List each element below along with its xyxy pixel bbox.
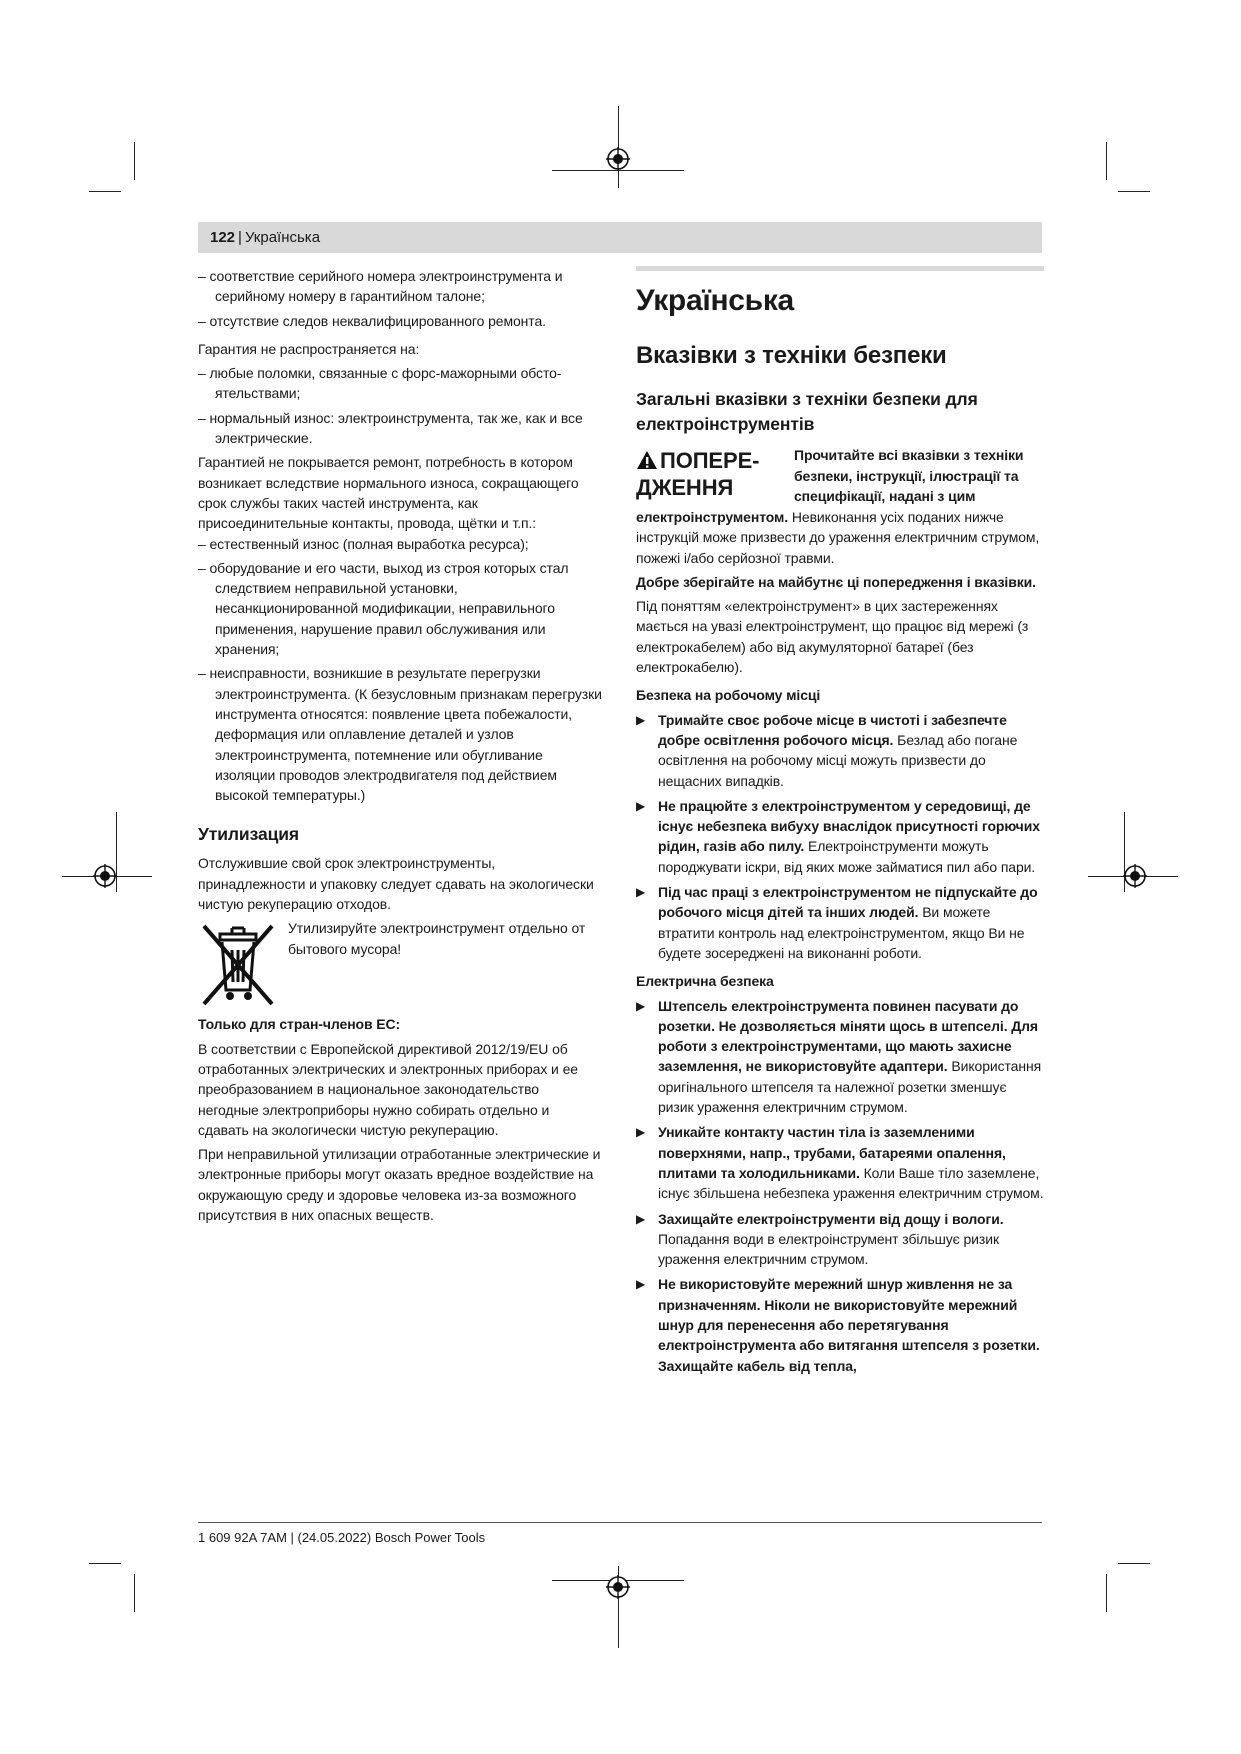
- workplace-heading: Безпека на робочому місці: [636, 687, 821, 704]
- crop-mark: [1106, 1574, 1107, 1612]
- list-item: – соответствие серийного номера электроинструмента и серийному номеру в гарантийном талоне;: [198, 268, 563, 305]
- footer-rule: [198, 1522, 1042, 1523]
- registration-mark-icon: [93, 864, 117, 888]
- footer-text: 1 609 92A 7AM | (24.05.2022) Bosch Power Tools: [198, 1530, 486, 1545]
- left-column: [198, 266, 603, 1229]
- bullet-bold: Уникайте контакту частин тіла із заземленими поверхнями, напр., трубами, батареями опалення, плитами та холодильниками.: [658, 1124, 1006, 1181]
- eu-paragraph: В соответствии с Европейской директивой 2012/19/EU об отработанных электрических и электронных приборах и ее преобразованием в национальное законодательство негодные электроприборы нужно собирать отдельно и сдавать на экологически чистую рекуперацию.: [198, 1040, 578, 1138]
- list-item: – оборудование и его части, выход из строя которых стал следствием неправильной установки, несанкционированной модификации, неправильного применения, нарушение правил обслуживания или хранения;: [198, 559, 569, 658]
- list-item: – неисправности, возникшие в результате перегрузки электроинструмента. (К безусловным признакам перегрузки инструмента относятся: появление цвета побежалости, деформация или оплавление деталей и узлов электроинструмента, потемнение или обугливание изоляции проводов электродвигателя под действием высокой температуры.): [198, 665, 602, 804]
- crop-mark: [89, 191, 121, 192]
- warning-block: [636, 445, 1044, 509]
- registration-mark-icon: [606, 1575, 630, 1599]
- eu-paragraph: При неправильной утилизации отработанные электрические и электронные приборы могут оказать вредное воздействие на окружающую среду и здоровье человека из-за возможного присутствия в них опасных веществ.: [198, 1146, 601, 1223]
- crop-mark: [1118, 1563, 1150, 1564]
- bullet-text: Використання оригінального штепселя та належної розетки зменшує ризик ураження електричним струмом.: [658, 1058, 1042, 1116]
- registration-mark-icon: [1123, 864, 1147, 888]
- crop-mark: [1106, 142, 1107, 180]
- right-column: [636, 266, 1044, 1381]
- bullet-text: Безлад або погане освітлення на робочому місці можуть призвести до нещасних випадків.: [658, 731, 1018, 789]
- keep-instructions: Добре зберігайте на майбутнє ці попередження і вказівки.: [636, 573, 1036, 590]
- arrow-icon: ▶: [636, 885, 646, 900]
- wear-paragraph: Гарантией не покрывается ремонт, потребность в котором возникает вследствие нормального износа, сокращающего срок службы таких частей инструмента, как присоединительные контакты, провода, щётки и т.п.:: [198, 454, 579, 532]
- bullet-text: Ви можете втратити контроль над електроінструментом, якщо Ви не будете зосереджені на виконанні роботи.: [658, 904, 1025, 961]
- list-item: [636, 882, 1044, 963]
- list-item: – нормальный износ: электроинструмента, так же, как и все электрические.: [198, 409, 583, 447]
- list-item: [636, 996, 1044, 1118]
- arrow-icon: ▶: [636, 798, 646, 813]
- list-item: [636, 710, 1044, 791]
- bullet-text: Попадання води в електроінструмент збільшує ризик ураження електричним струмом.: [658, 1230, 999, 1268]
- warranty-intro: Гарантия не распространяется на:: [198, 340, 420, 357]
- bullet-text: Електроінструменти можуть породжувати іскри, від яких може займатися пил або пари.: [658, 838, 1036, 875]
- arrow-icon: ▶: [636, 712, 646, 727]
- bullet-bold: Захищайте електроінструменти від дощу і вологи.: [658, 1210, 1004, 1227]
- bullet-bold: Під час праці з електроінструментом не підпускайте до робочого місця дітей та інших людей.: [658, 884, 1038, 921]
- section-title: Вказівки з техніки безпеки: [636, 342, 947, 369]
- header-text: [210, 229, 320, 247]
- bullet-bold: Штепсель електроінструмента повинен пасувати до розетки. Не дозволяється міняти щось в штепселі. Для роботи з електроінструментами, що мають захисне заземлення, не використовуйте адаптери.: [658, 997, 1039, 1075]
- list-item: – отсутствие следов неквалифицированного ремонта.: [198, 312, 546, 329]
- list-item: [636, 1209, 1044, 1270]
- arrow-icon: ▶: [636, 1125, 646, 1140]
- list-item: – любые поломки, связанные с форс-мажорными обсто-ятельствами;: [198, 365, 562, 402]
- crop-mark: [134, 1574, 135, 1612]
- warning-triangle-icon: [636, 450, 658, 470]
- warning-bold-text: Прочитайте всі вказівки з техніки безпеки, інструкції, ілюстрації та специфікації, надані з цим: [794, 447, 1024, 504]
- warning-bold-cont: електроінструментом.: [636, 509, 789, 525]
- warning-label-box: [636, 447, 786, 501]
- list-item: [636, 1274, 1044, 1375]
- header-separator: |: [238, 229, 242, 246]
- crop-mark: [134, 142, 135, 180]
- disposal-heading: Утилизация: [198, 824, 300, 845]
- list-item: – естественный износ (полная выработка ресурса);: [198, 535, 529, 552]
- list-item: [636, 1122, 1044, 1203]
- header-language: Українська: [244, 229, 321, 246]
- arrow-icon: ▶: [636, 1277, 646, 1292]
- definition-paragraph: Під поняттям «електроінструмент» в цих застереженнях мається на увазі електроінструмент, що працює від мережі (з електрокабелем) або від акумуляторної батареї (без електрокабелю).: [636, 598, 1029, 676]
- warning-label: ПОПЕРЕ-ДЖЕННЯ: [636, 448, 760, 500]
- bullet-bold: Тримайте своє робоче місце в чистоті і забезпечте добре освітлення робочого місця.: [658, 711, 1007, 748]
- disposal-note: Утилизируйте электроинструмент отдельно от бытового мусора!: [288, 920, 586, 957]
- bullet-bold: Не використовуйте мережний шнур живлення не за призначенням. Ніколи не використовуйте мережний шнур для перенесення або перетягування електроінструмента або витягання штепселя з розетки. Захищайте кабель від тепла,: [658, 1276, 1040, 1374]
- disposal-paragraph: Отслужившие свой срок электроинструменты, принадлежности и упаковку следует сдавать на экологически чистую рекуперацию отходов.: [198, 855, 594, 913]
- disposal-note-row: [198, 918, 603, 1008]
- arrow-icon: ▶: [636, 1211, 646, 1226]
- title-rule: [636, 266, 1044, 271]
- warning-paragraph: [636, 507, 1044, 568]
- page-number: 122: [210, 229, 236, 246]
- crop-mark: [1118, 191, 1150, 192]
- list-item: [636, 796, 1044, 877]
- bullet-text: Коли Ваше тіло заземлене, існує збільшена небезпека ураження електричним струмом.: [658, 1164, 1044, 1202]
- page-header: [198, 222, 1042, 253]
- warning-rest: Невиконання усіх поданих нижче інструкцій може призвести до ураження електричним струмом, пожежі і/або серйозної травми.: [636, 509, 1040, 566]
- crossed-bin-icon: [198, 920, 278, 1008]
- electrical-heading: Електрична безпека: [636, 973, 774, 990]
- eu-heading: Только для стран-членов ЕС:: [198, 1016, 401, 1033]
- bullet-bold: Не працюйте з електроінструментом у середовищі, де існує небезпека вибуху внаслідок присутності горючих рідин, газів або пилу.: [658, 797, 1040, 855]
- arrow-icon: ▶: [636, 998, 646, 1013]
- page-title: Українська: [636, 284, 794, 317]
- crop-mark: [89, 1563, 121, 1564]
- registration-mark-icon: [606, 147, 630, 171]
- subsection-title: Загальні вказівки з техніки безпеки для електроінструментів: [636, 389, 978, 434]
